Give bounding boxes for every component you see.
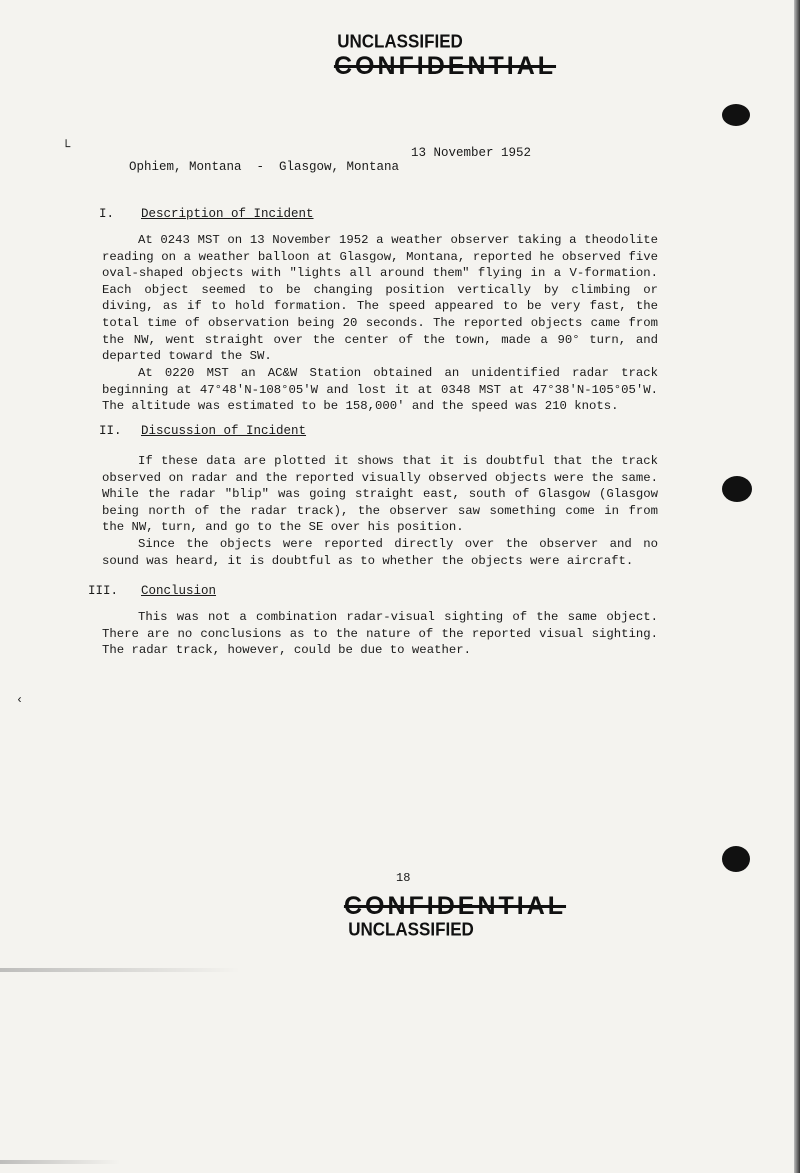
section-heading	[99, 424, 306, 438]
ink-blot	[722, 104, 750, 126]
paragraph-text: At 0220 MST an AC&W Station obtained an unidentified radar track beginning at 47°48'N-108°05'W and lost it at 0348 MST at 47°38'N-105°05'W. The altitude was estimated to be 158,000' and the speed was 210 knots.	[102, 366, 658, 414]
section-heading	[99, 207, 314, 221]
paragraph	[102, 453, 658, 536]
section-number: III.	[88, 584, 119, 598]
page-number: 18	[396, 871, 411, 885]
top-classification-stamp	[0, 32, 800, 80]
paragraph-text: If these data are plotted it shows that it is doubtful that the track observed on radar and the reported visually observed objects were the same. While the radar "blip" was going straight east, south of Glasgow (Glasgow being north of the radar track), the observer saw something come in from the NW, turn, and go to the SE over his position.	[102, 454, 658, 535]
top-unclassified-stamp: UNCLASSIFIED	[337, 31, 463, 52]
header-date: 13 November 1952	[411, 146, 532, 160]
document-header	[99, 146, 532, 202]
scan-smudge	[0, 1160, 120, 1164]
section-number: II.	[99, 424, 122, 438]
margin-mark: ‹	[16, 693, 24, 707]
section-number: I.	[99, 207, 115, 221]
ink-blot	[722, 846, 750, 872]
section-title: Discussion of Incident	[141, 424, 307, 438]
paragraph-text: This was not a combination radar-visual sighting of the same object. There are no conclusions as to the nature of the reported visual sighting. The radar track, however, could be due to weather.	[102, 610, 658, 658]
section-title: Conclusion	[141, 584, 217, 598]
scan-smudge	[0, 968, 240, 972]
header-location: Ophiem, Montana - Glasgow, Montana	[129, 160, 400, 174]
paragraph-text: Since the objects were reported directly over the observer and no sound was heard, it is doubtful as to whether the objects were aircraft.	[102, 537, 658, 568]
bottom-classification-stamp	[0, 892, 800, 940]
bottom-unclassified-stamp: UNCLASSIFIED	[348, 919, 474, 940]
paragraph	[102, 365, 658, 415]
paragraph	[102, 232, 658, 365]
page-edge-shadow	[794, 0, 800, 1173]
paragraph	[102, 609, 658, 659]
section-heading	[88, 584, 216, 598]
margin-mark: └	[62, 140, 71, 156]
paragraph	[102, 536, 658, 569]
ink-blot	[722, 476, 752, 502]
bottom-confidential-stamp: CONFIDENTIAL	[343, 892, 567, 920]
top-confidential-stamp: CONFIDENTIAL	[333, 52, 557, 80]
section-title: Description of Incident	[141, 207, 314, 221]
paragraph-text: At 0243 MST on 13 November 1952 a weather observer taking a theodolite reading on a weather balloon at Glasgow, Montana, reported he observed five oval-shaped objects with "lights all around them" flying in a V-formation. Each object seemed to be changing position vertically by climbing or diving, as if to hold formation. The speed appeared to be very fast, the total time of observation being 20 seconds. The reported objects came from the NW, went straight over the center of the town, made a 90° turn, and departed toward the SW.	[102, 233, 658, 364]
